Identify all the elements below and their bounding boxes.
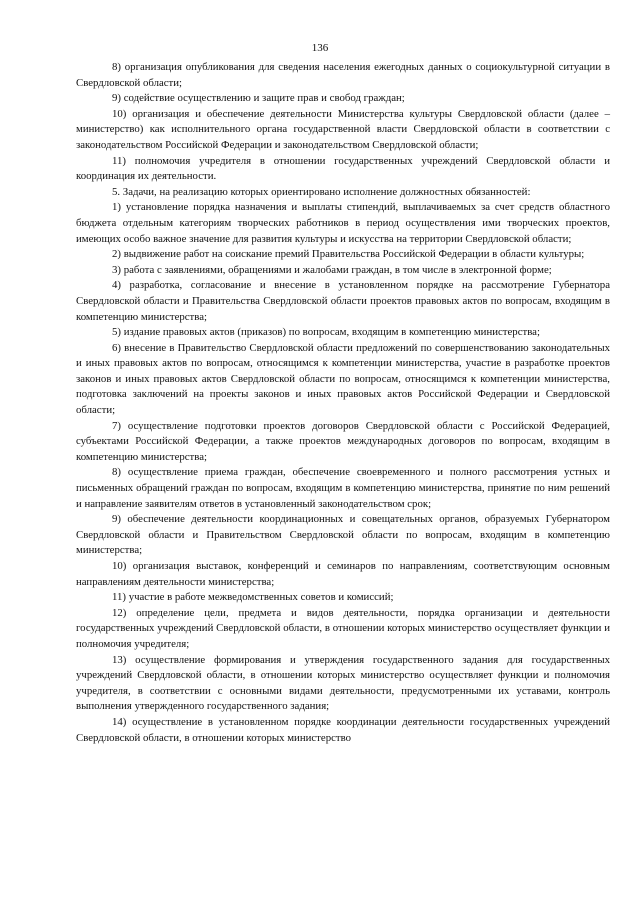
paragraph-item: 11) полномочия учредителя в отношении государственных учреждений Свердловской области и координация их деятельности.: [76, 154, 610, 183]
paragraph-item: 9) обеспечение деятельности координационных и совещательных органов, образуемых Губернатором Свердловской области и Правительством Свердловской области по вопросам, входящим в компетенцию министерства;: [76, 513, 610, 557]
paragraph-item: 11) участие в работе межведомственных советов и комиссий;: [112, 591, 394, 604]
paragraph-item: 1) установление порядка назначения и выплаты стипендий, выплачиваемых за счет средств областного бюджета отдельным категориям творческих работников в период осуществления ими творческих проектов, имеющих особо важное значение для развития культуры и искусства на территории Свердловской области;: [76, 201, 610, 245]
paragraph-item: 8) осуществление приема граждан, обеспечение своевременного и полного рассмотрения устных и письменных обращений граждан по вопросам, входящим в компетенцию министерства, принятие по ним решений и направление заявителям ответов в установленный законодательством срок;: [76, 466, 610, 510]
paragraph-item: 8) организация опубликования для сведения населения ежегодных данных о социокультурной ситуации в Свердловской области;: [76, 61, 610, 89]
paragraph-item: 6) внесение в Правительство Свердловской области предложений по совершенствованию законодательных и иных правовых актов по вопросам, относящимся к компетенции министерства, участие в разработке проектов законов и иных правовых актов Свердловской области по вопросам, относящимся к компетенции министерства, подготовка заключений на проекты законов и иных правовых актов Российской Федерации и Свердловской области;: [76, 341, 610, 417]
paragraph-item: 2) выдвижение работ на соискание премий Правительства Российской Федерации в области культуры;: [112, 248, 585, 261]
paragraph-item: 10) организация выставок, конференций и семинаров по направлениям, соответствующим основным направлениям деятельности министерства;: [76, 560, 610, 588]
page-number: 136: [311, 42, 329, 54]
paragraph-item: 9) содействие осуществлению и защите прав и свобод граждан;: [112, 92, 405, 105]
paragraph-item: 13) осуществление формирования и утверждения государственного задания для государственных учреждений Свердловской области, в отношении которых министерство осуществляет функции и полномочия учредителя, в соответствии с основными видами деятельности, предусмотренными их уставами, контроль выполнения утвержденного государственного задания;: [76, 653, 610, 713]
paragraph-item: 4) разработка, согласование и внесение в установленном порядке на рассмотрение Губернатора Свердловской области и Правительства Свердловской области проектов правовых актов по вопросам, входящим в компетенцию министерства;: [76, 279, 610, 323]
paragraph-item: 5) издание правовых актов (приказов) по вопросам, входящим в компетенцию министерства;: [112, 326, 540, 339]
section-heading-tasks: 5. Задачи, на реализацию которых ориентировано исполнение должностных обязанностей:: [112, 185, 531, 198]
paragraph-item: 14) осуществление в установленном порядке координации деятельности государственных учреждений Свердловской области, в отношении которых министерство: [76, 715, 610, 744]
paragraph-item: 3) работа с заявлениями, обращениями и жалобами граждан, в том числе в электронной форме;: [112, 263, 552, 276]
paragraph-item: 12) определение цели, предмета и видов деятельности, порядка организации и деятельности государственных учреждений Свердловской области, в отношении которых министерство осуществляет функции и полномочия учредителя;: [76, 606, 610, 650]
paragraph-item: 10) организация и обеспечение деятельности Министерства культуры Свердловской области (далее – министерство) как исполнительного органа государственной власти Свердловской области в соответствии с законодательством Российской Федерации и законодательством Свердловской области;: [76, 107, 610, 151]
paragraph-item: 7) осуществление подготовки проектов договоров Свердловской области с Российской Федерацией, субъектами Российской Федерации, а также проектов международных договоров по вопросам, входящим в компетенцию министерства;: [76, 419, 610, 463]
document-body: [76, 60, 610, 746]
